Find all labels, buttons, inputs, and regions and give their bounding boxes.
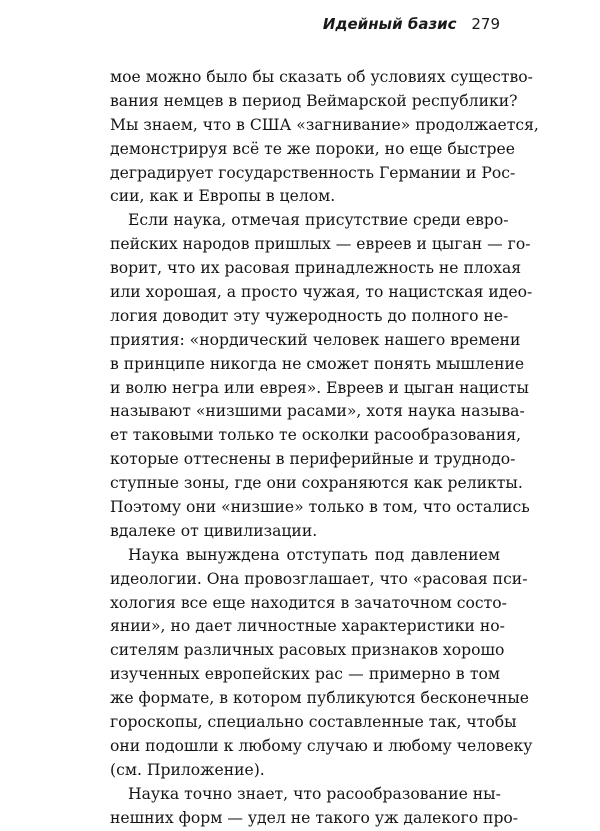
text-line: вдалеке от цивилизации. [110,521,318,540]
text-line: или хорошая, а просто чужая, то нацистская идео- [110,283,533,302]
text-line: хология все еще находится в зачаточном состо- [110,593,507,612]
text-line: демонстрируя всё те же пороки, но еще быстрее [110,139,515,158]
text-line: Наука точно знает, что расообразование ны- [128,784,501,803]
text-line: янии», но дает личностные характеристики но- [110,617,505,636]
text-line: которые оттеснены в периферийные и труднодо- [110,450,516,469]
text-line: нешних форм — удел не такого уж далекого про- [110,808,519,827]
body-text [110,66,539,831]
text-line: Поэтому они «низшие» только в том, что остались [110,498,530,517]
text-line: в принципе никогда не сможет понять мышление [110,354,525,373]
text-line: Если наука, отмечая присутствие среди евро- [128,211,509,230]
text-line: они подошли к любому случаю и любому человеку [110,736,533,755]
text-line: ет таковыми только те осколки расообразования, [110,426,522,445]
text-line: Наука вынуждена отступать под давлением [128,545,500,564]
text-line: Мы знаем, что в США «загнивание» продолжается, [110,115,539,134]
text-line: (см. Приложение). [110,760,265,779]
text-line: же формате, в котором публикуются бесконечные [110,689,529,708]
text-line: называют «низшими расами», хотя наука называ- [110,402,525,421]
text-line: пейских народов пришлых — евреев и цыган — го- [110,235,531,254]
text-line: и волю негра или еврея». Евреев и цыган нацисты [110,378,529,397]
paragraph [110,209,533,543]
text-line: гороскопы, специально составленные так, чтобы [110,713,517,732]
page-number: 279 [471,15,500,33]
running-title: Идейный базис [322,15,457,33]
text-line: логия доводит эту чужеродность до полного не- [110,306,509,325]
text-line: приятия: «нордический человек нашего времени [110,330,521,349]
text-line: изученных европейских рас — примерно в том [110,665,500,684]
text-line: ворит, что их расовая принадлежность не плохая [110,259,522,278]
paragraph [110,66,539,209]
text-line: ступные зоны, где они сохраняются как реликты. [110,474,523,493]
running-head [323,14,500,34]
paragraph [110,783,519,831]
text-line: мое можно было бы сказать об условиях существо- [110,68,533,86]
text-line: сителям различных расовых признаков хорошо [110,641,505,660]
text-line: вания немцев в период Веймарской республики? [110,91,518,110]
text-line: деградирует государственность Германии и Рос- [110,163,516,182]
text-line: идеологии. Она провозглашает, что «расовая пси- [110,569,528,588]
paragraph [110,544,533,783]
text-line: сии, как и Европы в целом. [110,187,336,206]
